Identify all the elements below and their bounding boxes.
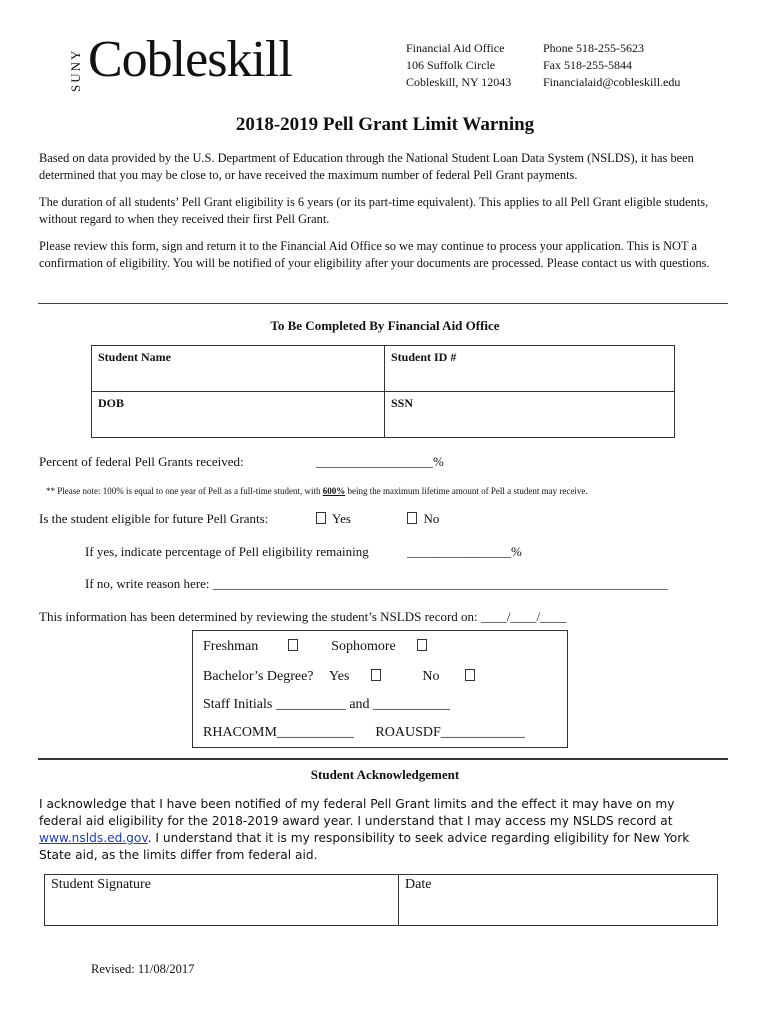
signature-label: Student Signature — [51, 877, 151, 892]
phone-line: Phone 518-255-5623 — [543, 41, 644, 55]
roausdf-field[interactable]: ROAUSDF____________ — [375, 725, 525, 740]
ack-paragraph: I acknowledge that I have been notified of my federal Pell Grant limits and the effect it may have on my federal aid eligibility for the 2018-2019 award year. I understand that I may access my NSLDS record at www.nslds.ed.gov. I understand that it is my responsibility to seek advice regarding eligibility for New York State aid, as the limits differ from federal aid. — [39, 797, 690, 862]
ssn-cell[interactable] — [385, 392, 675, 438]
ssn-label: SSN — [391, 396, 414, 410]
bachelor-row — [203, 669, 475, 685]
freshman-label: Freshman — [203, 639, 259, 654]
percent-received-field[interactable]: __________________% — [316, 454, 444, 469]
ack-title: Student Acknowledgement — [310, 767, 460, 782]
staff-initials-line[interactable]: Staff Initials __________ and ___________ — [203, 697, 451, 712]
fax-line: Fax 518-255-5844 — [543, 58, 632, 72]
reason-field[interactable]: If no, write reason here: ______________________________________________________________________ — [85, 576, 668, 591]
date-cell[interactable] — [399, 875, 718, 926]
rhacomm-field[interactable]: RHACOMM___________ — [203, 725, 354, 740]
bachelor-no-checkbox[interactable] — [465, 669, 475, 681]
nslds-date-line[interactable]: This information has been determined by reviewing the student’s NSLDS record on: ____/____/____ — [39, 609, 567, 624]
address-line: Financial Aid Office — [406, 41, 505, 55]
logo-suny: SUNY — [68, 48, 83, 92]
office-contact — [543, 40, 680, 91]
percent-received-label: Percent of federal Pell Grants received: — [39, 454, 244, 469]
address-line: Cobleskill, NY 12043 — [406, 75, 512, 89]
eligible-yes-option[interactable]: Yes — [316, 511, 351, 527]
office-section-title: To Be Completed By Financial Aid Office — [270, 318, 500, 333]
eligible-question: Is the student eligible for future Pell Grants: — [39, 511, 269, 526]
checkbox-icon[interactable] — [316, 512, 326, 524]
sophomore-checkbox[interactable] — [417, 639, 427, 651]
if-yes-label: If yes, indicate percentage of Pell eligibility remaining — [85, 544, 369, 559]
office-info-table — [91, 345, 675, 438]
bachelor-no-label: No — [422, 669, 440, 684]
divider — [38, 758, 728, 760]
intro-paragraph: Based on data provided by the U.S. Department of Education through the National Student Loan Data System (NSLDS), it has been determined that you may be close to, or have received the maximum number of federal Pell Grant payments. — [39, 151, 694, 182]
bachelor-yes-label: Yes — [329, 669, 350, 684]
page-title: 2018-2019 Pell Grant Limit Warning — [235, 114, 535, 135]
address-line: 106 Suffolk Circle — [406, 58, 496, 72]
class-row — [203, 639, 427, 655]
divider — [38, 303, 728, 304]
student-id-cell[interactable] — [385, 346, 675, 392]
office-address — [406, 40, 511, 91]
duration-paragraph: The duration of all students’ Pell Grant eligibility is 6 years (or its part-time equivalent). This applies to all Pell Grant eligible students, without regard to when they received their first Pell Grant. — [39, 195, 709, 226]
lifetime-note: ** Please note: 100% is equal to one year of Pell as a full-time student, with 600% being the maximum lifetime amount of Pell a student may receive. — [46, 486, 588, 496]
office-use-box — [192, 630, 568, 748]
student-name-label: Student Name — [98, 350, 172, 364]
revised-date: Revised: 11/08/2017 — [91, 962, 195, 976]
dob-cell[interactable] — [92, 392, 385, 438]
dob-label: DOB — [98, 396, 125, 410]
email-line: Financialaid@cobleskill.edu — [543, 75, 681, 89]
signature-cell[interactable] — [45, 875, 399, 926]
checkbox-icon[interactable] — [407, 512, 417, 524]
eligible-no-option[interactable]: No — [407, 511, 439, 527]
nslds-link[interactable]: www.nslds.ed.gov — [39, 831, 148, 845]
student-id-label: Student ID # — [391, 350, 457, 364]
student-name-cell[interactable] — [92, 346, 385, 392]
logo-cobleskill: Cobleskill — [88, 31, 292, 88]
date-label: Date — [405, 877, 432, 892]
review-paragraph: Please review this form, sign and return it to the Financial Aid Office so we may continue to process your application. This is NOT a confirmation of eligibility. You will be notified of your eligibility after your documents are processed. Please contact us with questions. — [39, 239, 710, 270]
bachelor-yes-checkbox[interactable] — [371, 669, 381, 681]
signature-table — [44, 874, 718, 926]
codes-row — [203, 725, 525, 741]
sophomore-label: Sophomore — [331, 639, 396, 654]
freshman-checkbox[interactable] — [288, 639, 298, 651]
bachelor-label: Bachelor’s Degree? — [203, 669, 314, 684]
remaining-percent-field[interactable]: ________________% — [407, 544, 522, 559]
